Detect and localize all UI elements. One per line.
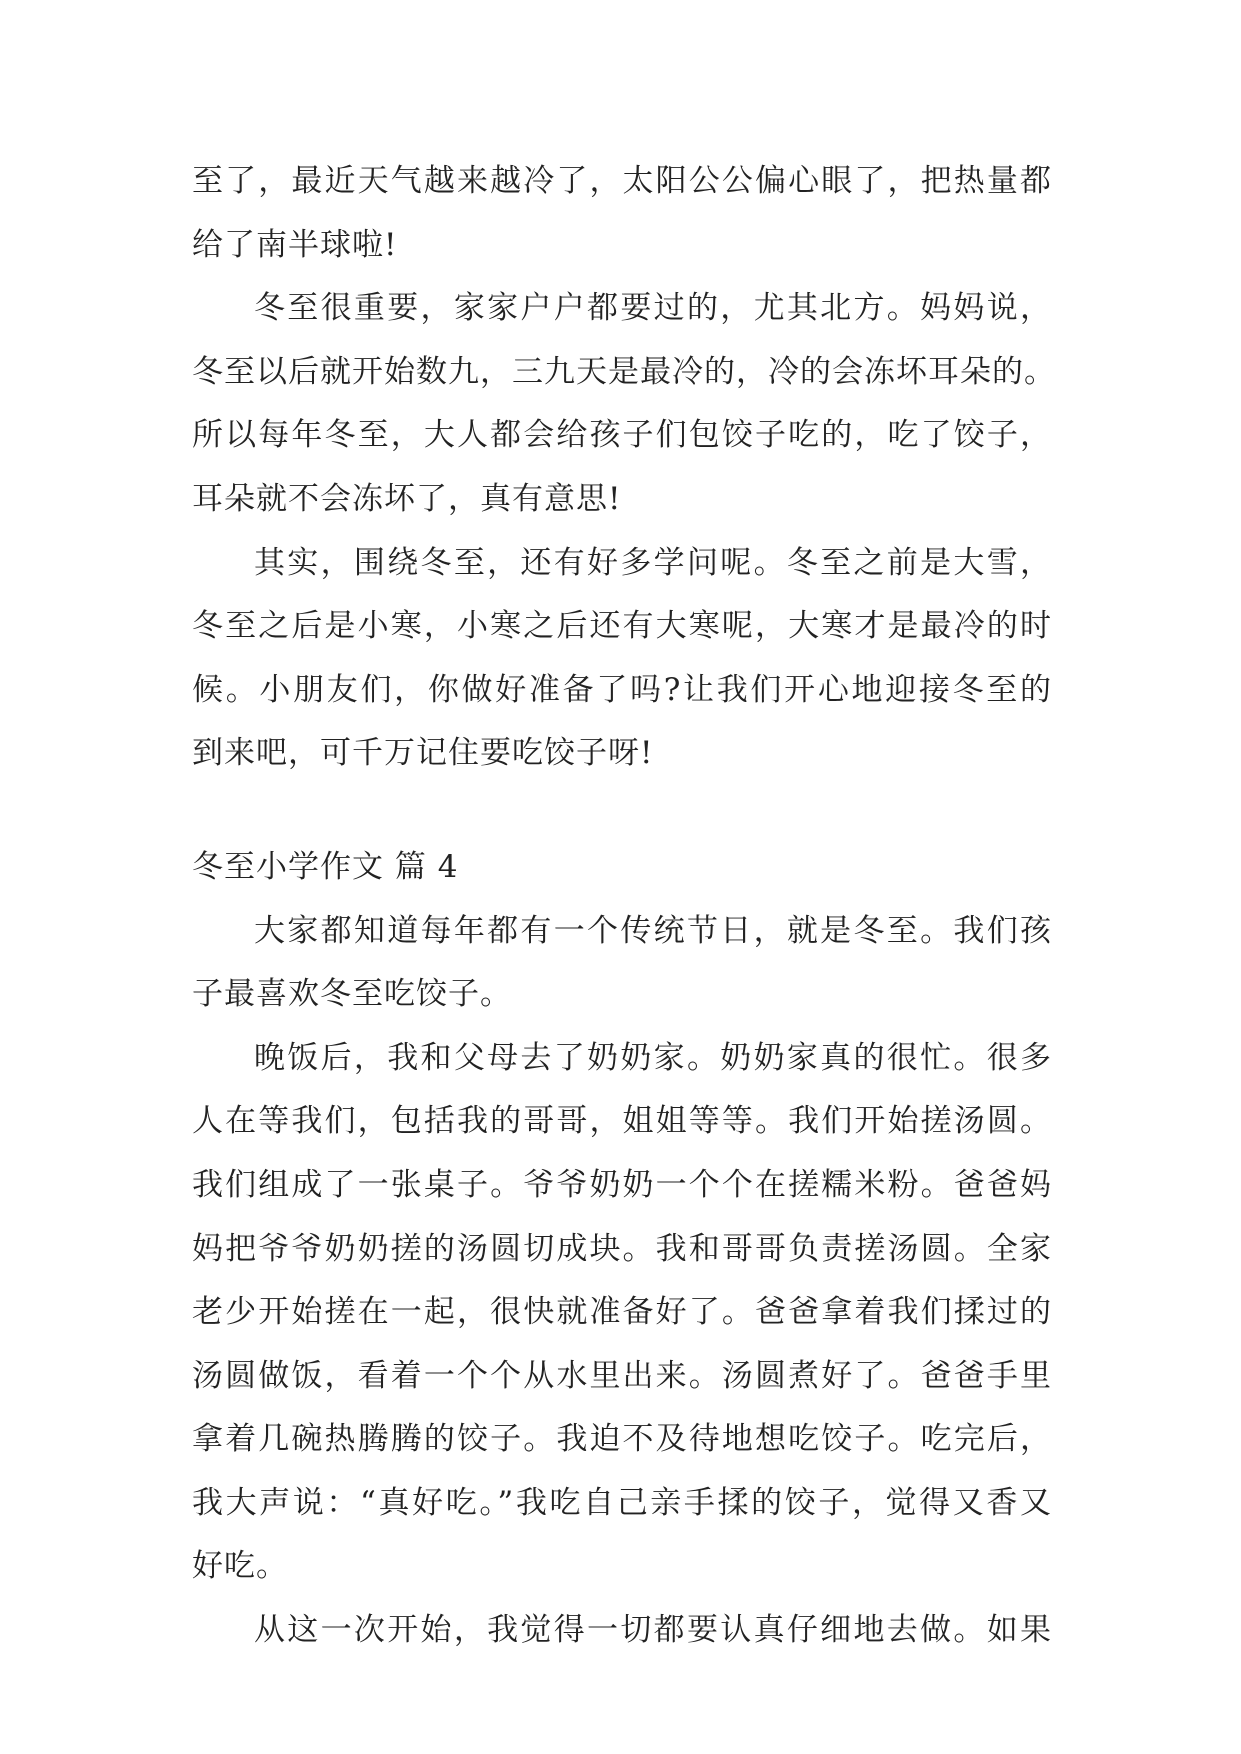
section-heading: 冬至小学作文 篇 4: [192, 848, 459, 885]
text-line: 子最喜欢冬至吃饺子。: [192, 976, 512, 1013]
text-line: 给了南半球啦!: [192, 226, 398, 263]
paragraph-6: [192, 1599, 1052, 1663]
paragraph-3: [192, 532, 1052, 786]
text-line: 到来吧，可千万记住要吃饺子呀!: [192, 735, 654, 772]
text-line: 耳朵就不会冻坏了，真有意思!: [192, 480, 622, 517]
text-line: 老少开始搓在一起，很快就准备好了。爸爸拿着我们揉过的: [192, 1294, 1052, 1331]
paragraph-2: [192, 277, 1056, 531]
text-line: 人在等我们，包括我的哥哥，姐姐等等。我们开始搓汤圆。: [192, 1103, 1052, 1140]
text-line: 所以每年冬至，大人都会给孩子们包饺子吃的，吃了饺子，: [192, 417, 1052, 454]
paragraph-1: [192, 150, 1052, 277]
text-line: 拿着几碗热腾腾的饺子。我迫不及待地想吃饺子。吃完后，: [192, 1421, 1052, 1458]
text-line: 好吃。: [192, 1548, 288, 1585]
text-line: 冬至之后是小寒，小寒之后还有大寒呢，大寒才是最冷的时: [192, 608, 1052, 645]
text-line: 汤圆做饭，看着一个个从水里出来。汤圆煮好了。爸爸手里: [192, 1357, 1052, 1394]
text-line: 冬至很重要，家家户户都要过的，尤其北方。妈妈说，: [254, 290, 1052, 327]
document-body: [192, 150, 1056, 1663]
text-line: 其实，围绕冬至，还有好多学问呢。冬至之前是大雪，: [254, 544, 1052, 581]
text-line: 我大声说：“真好吃。”我吃自己亲手揉的饺子，觉得又香又: [192, 1484, 1052, 1521]
text-line: 从这一次开始，我觉得一切都要认真仔细地去做。如果: [254, 1612, 1052, 1649]
text-line: 晚饭后，我和父母去了奶奶家。奶奶家真的很忙。很多: [254, 1039, 1052, 1076]
text-line: 我们组成了一张桌子。爷爷奶奶一个个在搓糯米粉。爸爸妈: [192, 1166, 1052, 1203]
text-line: 大家都知道每年都有一个传统节日，就是冬至。我们孩: [254, 912, 1052, 949]
paragraph-4: [192, 900, 1052, 1027]
text-line: 冬至以后就开始数九，三九天是最冷的，冷的会冻坏耳朵的。: [192, 353, 1056, 390]
paragraph-5: [192, 1027, 1052, 1599]
text-line: 候。小朋友们，你做好准备了吗?让我们开心地迎接冬至的: [192, 671, 1052, 708]
text-line: 至了，最近天气越来越冷了，太阳公公偏心眼了，把热量都: [192, 163, 1052, 199]
text-line: 妈把爷爷奶奶搓的汤圆切成块。我和哥哥负责搓汤圆。全家: [192, 1230, 1052, 1267]
